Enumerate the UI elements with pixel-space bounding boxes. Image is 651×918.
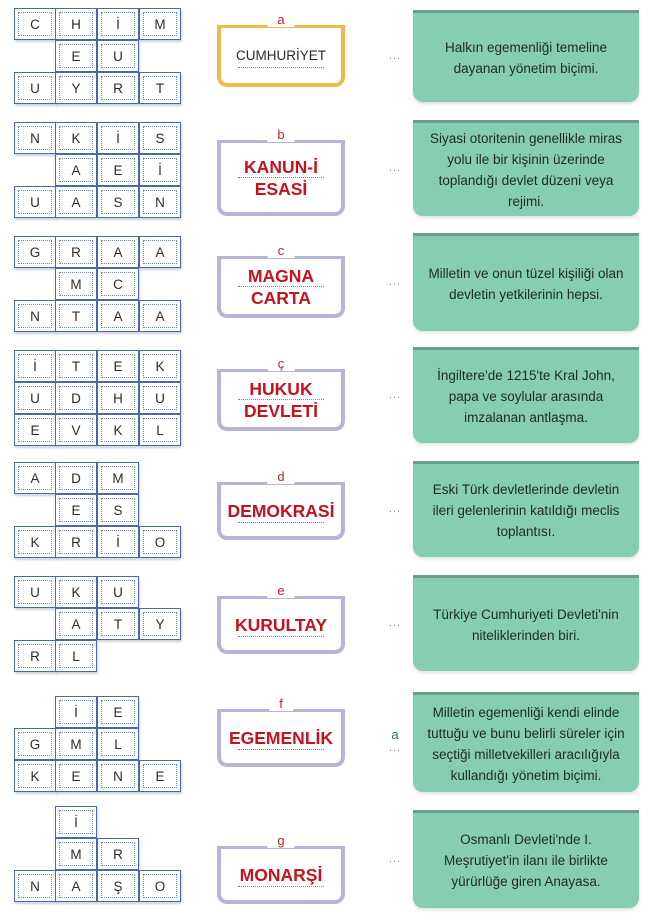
tile-letter: E [113,704,123,720]
answer-blank[interactable] [385,162,405,174]
letter-puzzle [14,462,182,558]
term-box [217,583,345,654]
letter-tile [97,236,139,268]
tile-letter: T [155,80,165,96]
blank-dots: ... [388,162,402,174]
blank-dots: ... [388,853,402,865]
letter-tile [55,608,97,640]
tile-letter: R [71,244,81,260]
letter-tile [97,186,139,218]
letter-tile [14,382,56,414]
answer-blank[interactable] [385,728,405,754]
tile-letter: U [30,194,40,210]
tile-letter: D [71,470,81,486]
letter-tile [97,608,139,640]
letter-tile [55,640,97,672]
letter-tile [139,350,181,382]
letter-puzzle [14,806,182,902]
tile-letter: T [71,358,81,374]
letter-tile [97,462,139,494]
tile-letter: İ [116,130,120,146]
answer-blank[interactable] [385,389,405,401]
tile-letter: G [29,736,41,752]
letter-tile [55,414,97,446]
tile-letter: E [155,768,165,784]
letter-tile [55,760,97,792]
letter-tile [97,414,139,446]
term-box [217,243,345,318]
tile-letter: T [71,308,81,324]
term-word-line: ESASİ [254,178,308,199]
letter-tile [97,300,139,332]
tile-letter: A [113,308,123,324]
tile-letter: D [71,390,81,406]
letter-tile [14,870,56,902]
tile-letter: A [30,470,40,486]
letter-tile [14,350,56,382]
definition-card: Türkiye Cumhuriyeti Devleti'nin niteliklerinden biri. [413,575,639,671]
tile-letter: K [71,584,81,600]
tile-letter: H [113,390,123,406]
definition-card: Halkın egemenliği temeline dayanan yönetim biçimi. [413,10,639,102]
tile-letter: L [156,422,164,438]
letter-tile [55,72,97,104]
answer-blank[interactable] [385,503,405,515]
letter-tile [14,300,56,332]
letter-tile [14,728,56,760]
tile-letter: M [70,736,82,752]
definition-card: Milletin ve onun tüzel kişiliği olan devletin yetkilerinin hepsi. [413,233,639,331]
tile-letter: V [71,422,81,438]
tile-letter: K [30,768,40,784]
answer-blank[interactable] [385,617,405,629]
tile-letter: E [71,768,81,784]
tile-letter: U [113,584,123,600]
letter-tile [97,268,139,300]
letter-tile [55,382,97,414]
term-box [217,12,345,87]
dotted-line [238,522,324,523]
letter-tile [55,576,97,608]
letter-tile [55,122,97,154]
letter-tile [97,576,139,608]
tile-letter: N [155,194,165,210]
letter-tile [14,526,56,558]
tile-letter: E [71,502,81,518]
tile-letter: E [71,48,81,64]
tile-letter: R [30,648,40,664]
term-word-line: DEMOKRASİ [227,500,335,521]
term-word [221,28,341,83]
answer-value: a [391,727,399,742]
term-word [221,712,341,763]
letter-puzzle [14,696,182,792]
tile-letter: M [70,276,82,292]
dotted-line [238,67,324,68]
dotted-line [238,399,324,400]
blank-dots: ... [388,742,402,754]
tile-letter: H [71,16,81,32]
dotted-line [238,286,324,287]
answer-blank[interactable] [385,50,405,62]
blank-dots: ... [388,276,402,288]
letter-puzzle [14,122,182,218]
tile-letter: T [113,616,123,632]
letter-tile [55,268,97,300]
letter-tile [14,236,56,268]
letter-tile [55,526,97,558]
tile-letter: M [112,470,124,486]
term-word [221,599,341,650]
tile-letter: R [113,80,123,96]
definition-card: Siyasi otoritenin genellikle miras yolu ile bir kişinin üzerinde toplandığı devlet düzeni veya rejimi. [413,120,639,216]
tile-letter: K [113,422,123,438]
letter-tile [97,760,139,792]
letter-tile [97,72,139,104]
letter-tile [139,760,181,792]
definition-card: Eski Türk devletlerinde devletin ileri gelenlerinin katıldığı meclis toplantısı. [413,461,639,557]
blank-dots: ... [388,50,402,62]
tile-letter: K [71,130,81,146]
letter-tile [97,526,139,558]
tile-letter: Y [155,616,165,632]
letter-tile [55,154,97,186]
term-word-line: CARTA [251,287,311,308]
tile-letter: L [114,736,122,752]
letter-tile [14,640,56,672]
dotted-line [238,177,324,178]
letter-tile [139,72,181,104]
letter-tile [14,186,56,218]
tile-letter: İ [33,358,37,374]
letter-tile [139,414,181,446]
tile-letter: L [72,648,80,664]
dotted-line [238,749,324,750]
tile-letter: U [30,584,40,600]
tile-letter: G [29,244,41,260]
tile-letter: İ [158,162,162,178]
tile-letter: İ [74,704,78,720]
tile-letter: E [113,358,123,374]
term-word-line: KURULTAY [234,614,328,635]
tile-letter: A [155,244,165,260]
tile-letter: R [113,846,123,862]
letter-tile [14,576,56,608]
tile-letter: K [30,534,40,550]
tile-letter: R [71,534,81,550]
tile-letter: S [113,502,123,518]
tile-letter: U [113,48,123,64]
letter-tile [55,806,97,838]
letter-puzzle [14,576,182,672]
letter-tile [97,350,139,382]
tile-letter: N [30,878,40,894]
letter-tile [55,350,97,382]
letter-tile [139,186,181,218]
letter-tile [139,870,181,902]
tile-letter: A [155,308,165,324]
letter-tile [139,526,181,558]
letter-tile [97,382,139,414]
tile-letter: U [30,390,40,406]
term-box [217,356,345,431]
definition-card: İngiltere'de 1215'te Kral John, papa ve soylular arasında imzalanan antlaşma. [413,347,639,443]
letter-puzzle [14,8,182,104]
letter-tile [55,186,97,218]
letter-tile [97,8,139,40]
letter-tile [97,728,139,760]
tile-letter: A [71,878,81,894]
tile-letter: İ [116,534,120,550]
letter-tile [55,728,97,760]
term-word-line: MAGNA [247,265,315,286]
letter-tile [55,40,97,72]
term-word-line: DEVLETİ [244,400,318,421]
tile-letter: A [113,244,123,260]
blank-dots: ... [388,503,402,515]
tile-letter: İ [116,16,120,32]
letter-tile [14,414,56,446]
letter-tile [14,760,56,792]
tile-letter: C [30,16,40,32]
tile-letter: N [30,308,40,324]
letter-tile [139,8,181,40]
letter-tile [55,236,97,268]
tile-letter: C [113,276,123,292]
term-letter: f [269,697,293,711]
term-letter: ç [268,357,295,371]
letter-tile [139,122,181,154]
letter-tile [97,870,139,902]
letter-tile [97,40,139,72]
letter-tile [139,608,181,640]
letter-tile [14,122,56,154]
term-word-line: KANUN-İ [244,156,318,177]
blank-dots: ... [388,389,402,401]
letter-tile [55,8,97,40]
letter-tile [139,382,181,414]
tile-letter: A [71,194,81,210]
letter-tile [14,8,56,40]
definition-card: Milletin egemenliği kendi elinde tuttuğu ve bunu belirli süreler için seçtiği milletvekilleri aracılığıyla kullandığı yönetim biçimi. [413,692,639,792]
letter-tile [97,122,139,154]
tile-letter: S [155,130,165,146]
letter-tile [55,870,97,902]
letter-tile [55,300,97,332]
tile-letter: İ [74,814,78,830]
letter-puzzle [14,350,182,446]
term-word-line: CUMHURİYET [236,47,326,63]
term-word-line: EGEMENLİK [228,727,334,748]
tile-letter: M [70,846,82,862]
tile-letter: M [154,16,166,32]
tile-letter: O [154,534,166,550]
term-word-line: HUKUK [249,378,313,399]
term-box [217,696,345,767]
term-letter: g [267,834,294,848]
tile-letter: E [113,162,123,178]
term-letter: a [267,13,294,27]
term-word-line: MONARŞİ [239,864,323,885]
tile-letter: E [30,422,40,438]
term-letter: c [268,244,295,258]
letter-tile [97,696,139,728]
term-box [217,127,345,216]
term-box [217,469,345,540]
tile-letter: O [154,878,166,894]
term-letter: b [267,128,294,142]
answer-blank[interactable] [385,853,405,865]
tile-letter: K [155,358,165,374]
tile-letter: U [155,390,165,406]
letter-tile [14,72,56,104]
definition-card: Osmanlı Devleti'nde I. Meşrutiyet'in ilanı ile birlikte yürürlüğe giren Anayasa. [413,810,639,908]
dotted-line [238,886,324,887]
letter-tile [55,838,97,870]
dotted-line [238,636,324,637]
tile-letter: Ş [113,878,123,894]
letter-tile [55,696,97,728]
tile-letter: A [71,162,81,178]
term-word [221,485,341,536]
letter-tile [97,154,139,186]
term-letter: e [267,584,294,598]
tile-letter: N [113,768,123,784]
tile-letter: N [30,130,40,146]
answer-blank[interactable] [385,276,405,288]
letter-tile [55,462,97,494]
term-word [221,849,341,900]
tile-letter: S [113,194,123,210]
letter-tile [139,300,181,332]
letter-tile [97,838,139,870]
letter-tile [139,236,181,268]
tile-letter: Y [71,80,81,96]
term-box [217,833,345,904]
term-letter: d [267,470,294,484]
letter-tile [55,494,97,526]
letter-tile [97,494,139,526]
letter-tile [14,462,56,494]
letter-puzzle [14,236,182,332]
tile-letter: A [71,616,81,632]
blank-dots: ... [388,617,402,629]
tile-letter: U [30,80,40,96]
letter-tile [139,154,181,186]
